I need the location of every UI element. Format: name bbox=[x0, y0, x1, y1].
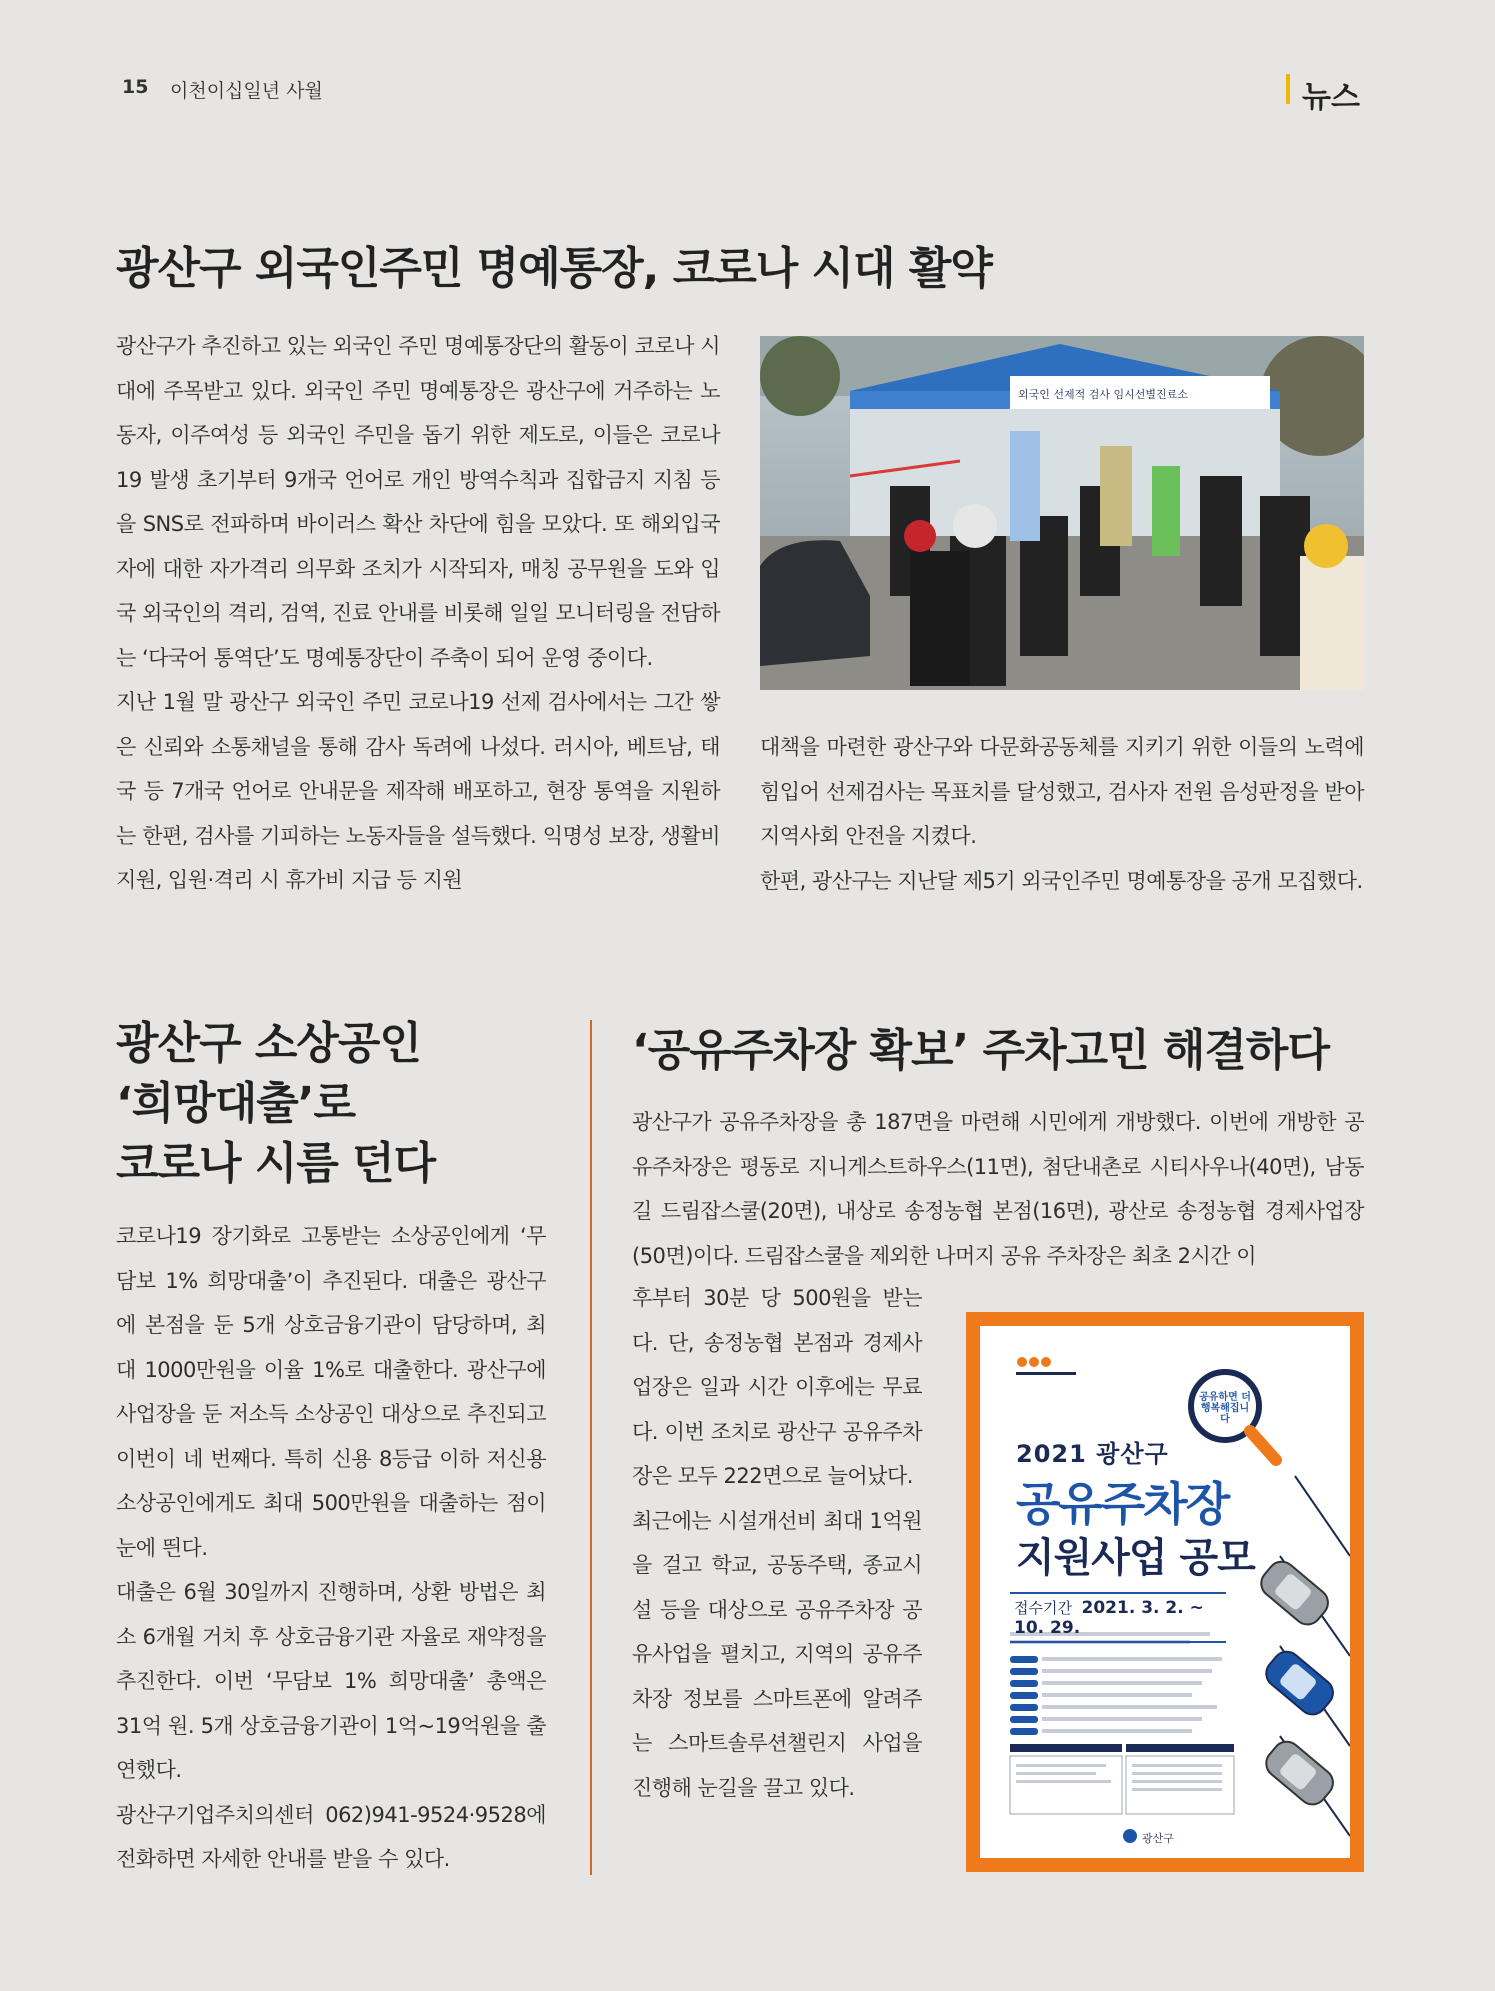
article2-title-line: 광산구 소상공인 bbox=[116, 1018, 421, 1069]
article1-paragraph: 지난 1월 말 광산구 외국인 주민 코로나19 선제 검사에서는 그간 쌓은 신뢰와 소통채널을 통해 감사 독려에 나섰다. 러시아, 베트남, 태국 등 7개국 언어로 안내문을 제작해 배포하고, 현장 통역을 지원하는 한편, 검사를 기피하는 노동자들을 설득했다. 익명성 보장, 생활비 지원, 입원·격리 시 휴가비 지급 등 지원 bbox=[116, 690, 720, 892]
article1-paragraph: 광산구가 추진하고 있는 외국인 주민 명예통장단의 활동이 코로나 시대에 주목받고 있다. 외국인 주민 명예통장은 광산구에 거주하는 노동자, 이주여성 등 외국인 주민을 돕기 위한 제도로, 이들은 코로나19 발생 초기부터 9개국 언어로 개인 방역수칙과 집합금지 지침 등을 SNS로 전파하며 바이러스 확산 차단에 힘을 모았다. 또 해외입국자에 대한 자가격리 의무화 조치가 시작되자, 매칭 공무원을 도와 입국 외국인의 격리, 검역, 진료 안내를 비롯해 일일 모니터링을 전담하는 ‘다국어 통역단’도 명예통장단이 주축이 되어 운영 중이다. bbox=[116, 334, 720, 670]
article2-title bbox=[116, 1014, 576, 1194]
article2-body bbox=[116, 1214, 546, 1882]
article1-paragraph: 한편, 광산구는 지난달 제5기 외국인주민 명예통장을 공개 모집했다. bbox=[760, 868, 1363, 893]
car-icon bbox=[1256, 1556, 1334, 1630]
car-icon bbox=[1261, 1646, 1339, 1720]
poster-lens-text: 공유하면 더 행복해집니다 bbox=[1199, 1392, 1251, 1425]
car-icon bbox=[1261, 1736, 1339, 1810]
publication-date: 이천이십일년 사월 bbox=[170, 80, 323, 102]
poster-logo-icon bbox=[1017, 1357, 1051, 1367]
parking-poster bbox=[966, 1312, 1364, 1872]
poster-logo-text: 광산구 bbox=[1142, 1832, 1174, 1845]
article3-intro bbox=[632, 1100, 1364, 1278]
section-accent-bar bbox=[1286, 74, 1290, 104]
article3-narrow-body bbox=[632, 1276, 922, 1810]
poster-period bbox=[1010, 1592, 1226, 1643]
poster-period-label: 접수기간 bbox=[1014, 1599, 1072, 1617]
article2-paragraph: 대출은 6월 30일까지 진행하며, 상환 방법은 최소 6개월 거치 후 상호금융기관 자율로 재약정을 추진한다. 이번 ‘무담보 1% 희망대출’ 총액은 31억 원. 5개 상호금융기관이 1억~19억원을 출연했다. bbox=[116, 1580, 546, 1782]
article2-paragraph: 광산구기업주치의센터 062)941-9524·9528에 전화하면 자세한 안내를 받을 수 있다. bbox=[116, 1802, 546, 1871]
clinic-sign-text: 외국인 선제적 검사 임시선별진료소 bbox=[1018, 388, 1188, 401]
poster-title: 공유주차장 bbox=[1016, 1477, 1229, 1531]
article3-paragraph: 후부터 30분 당 500원을 받는다. 단, 송정농협 본점과 경제사업장은 일과 시간 이후에는 무료다. 이번 조치로 광산구 공유주차장은 모두 222면으로 늘어났다. bbox=[632, 1286, 922, 1488]
article3-paragraph: 최근에는 시설개선비 최대 1억원을 걸고 학교, 공동주택, 종교시설 등을 대상으로 공유주차장 공유사업을 펼치고, 지역의 공유주차장 정보를 스마트폰에 알려주는 스마트솔루션챌린지 사업을 진행해 눈길을 끌고 있다. bbox=[632, 1508, 922, 1800]
article1-paragraph: 대책을 마련한 광산구와 다문화공동체를 지키기 위한 이들의 노력에 힘입어 선제검사는 목표치를 달성했고, 검사자 전원 음성판정을 받아 지역사회 안전을 지켰다. bbox=[760, 735, 1364, 848]
poster-year: 2021 광산구 bbox=[1016, 1440, 1169, 1468]
article1-title: 광산구 외국인주민 명예통장, 코로나 시대 활약 bbox=[116, 243, 992, 294]
article1-photo bbox=[760, 336, 1364, 690]
article3-paragraph: 광산구가 공유주차장을 총 187면을 마련해 시민에게 개방했다. 이번에 개방한 공유주차장은 평동로 지니게스트하우스(11면), 첨단내촌로 시티사우나(40면), 남동길 드림잡스쿨(20면), 내상로 송정농협 본점(16면), 광산로 송정농협 경제사업장(50면)이다. 드림잡스쿨을 제외한 나머지 공유 주차장은 최초 2시간 이 bbox=[632, 1110, 1364, 1268]
page-number: 15 bbox=[122, 76, 149, 98]
poster-subtitle: 지원사업 공모 bbox=[1016, 1535, 1255, 1581]
poster-list bbox=[1010, 1656, 1222, 1735]
article3-title: ‘공유주차장 확보’ 주차고민 해결하다 bbox=[632, 1025, 1329, 1076]
column-divider bbox=[590, 1020, 592, 1875]
screening-clinic-photo bbox=[760, 336, 1364, 690]
article2-paragraph: 코로나19 장기화로 고통받는 소상공인에게 ‘무담보 1% 희망대출’이 추진된다. 대출은 광산구에 본점을 둔 5개 상호금융기관이 담당하며, 최대 1000만원을 이율 1%로 대출한다. 광산구에 사업장을 둔 저소득 소상공인 대상으로 추진되고 이번이 네 번째다. 특히 신용 8등급 이하 저신용 소상공인에게도 최대 500만원을 대출하는 점이 눈에 띈다. bbox=[116, 1224, 546, 1560]
article2-title-line: 코로나 시름 던다 bbox=[116, 1138, 436, 1189]
article1-column-left bbox=[116, 324, 720, 903]
article1-column-right bbox=[760, 725, 1364, 903]
poster-period-value: 2021. 3. 2. ~ 10. 29. bbox=[1014, 1598, 1204, 1638]
gwangsan-logo-icon bbox=[1123, 1829, 1137, 1843]
poster-inner bbox=[980, 1326, 1350, 1858]
article2-title-line: ‘희망대출’로 bbox=[116, 1078, 355, 1129]
poster-table bbox=[1010, 1744, 1234, 1814]
section-label: 뉴스 bbox=[1302, 80, 1360, 115]
